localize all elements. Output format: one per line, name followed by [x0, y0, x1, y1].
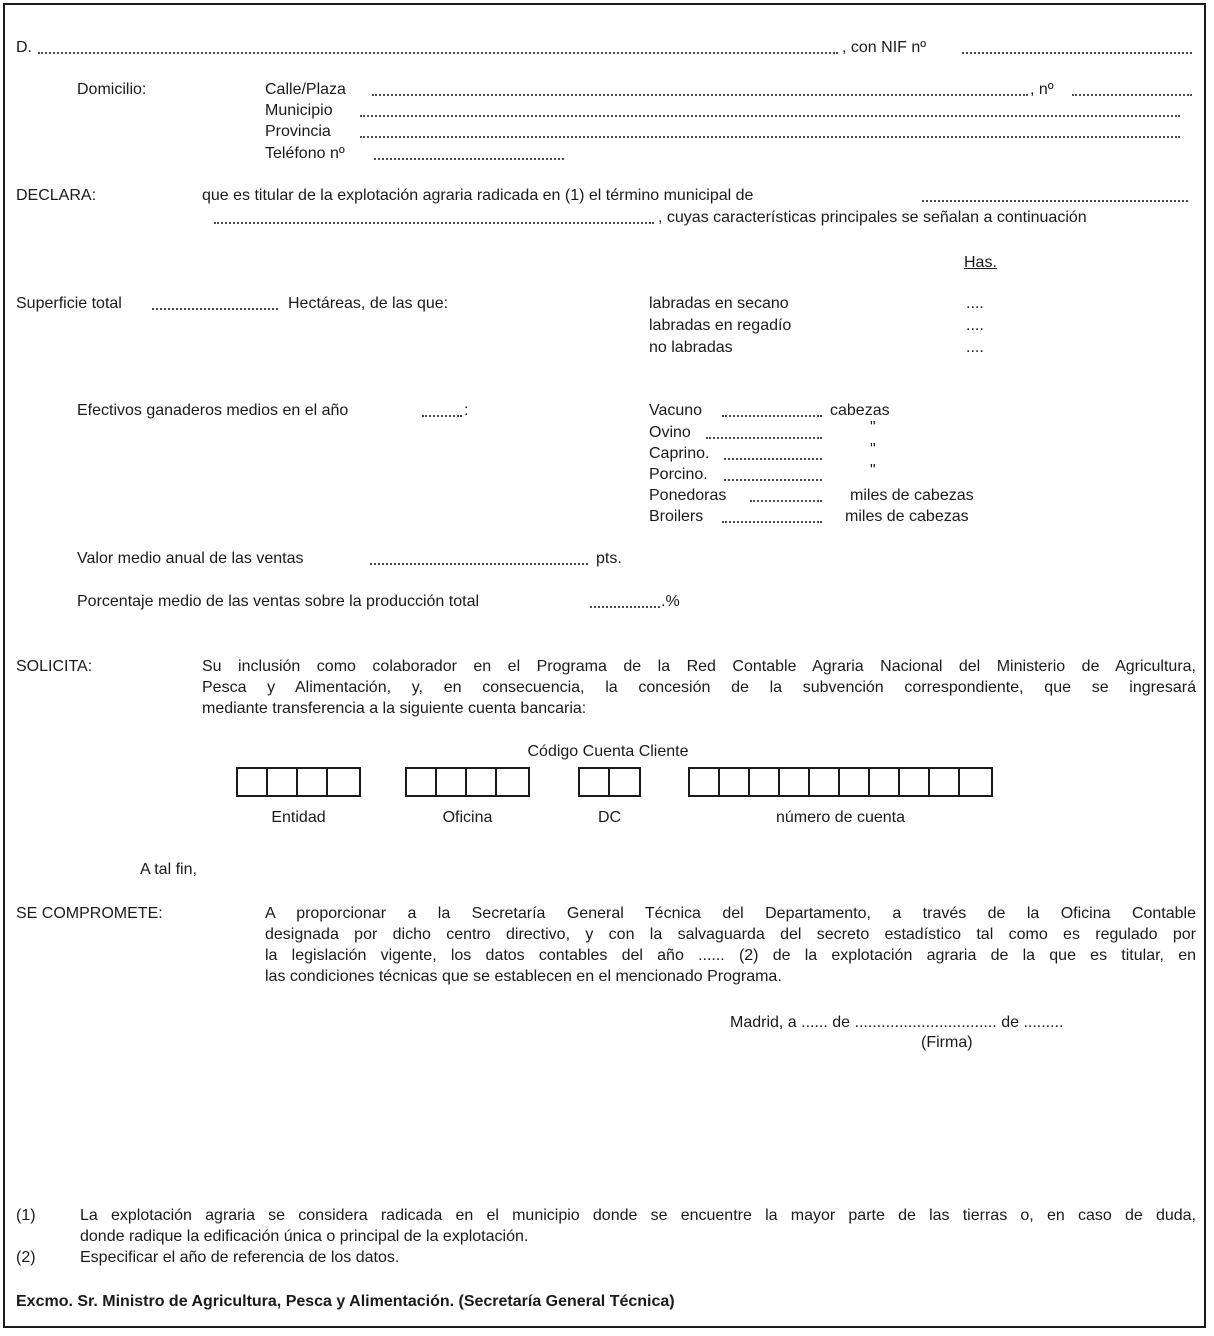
valor-ventas-field[interactable]	[370, 563, 588, 565]
name-field[interactable]	[38, 52, 838, 54]
fecha-line[interactable]: Madrid, a ...... de ................................ de .........	[730, 1014, 1064, 1031]
ganado-year-field[interactable]	[422, 415, 462, 417]
ganado-item-unit: "	[870, 441, 876, 458]
ganado-item-unit: miles de cabezas	[845, 508, 969, 525]
firma-label: (Firma)	[921, 1034, 973, 1051]
municipio-field[interactable]	[360, 115, 1180, 117]
ganado-label: Efectivos ganaderos medios en el año	[77, 402, 349, 419]
termino-municipal-field-2[interactable]	[214, 222, 654, 224]
dc-boxes[interactable]	[578, 767, 641, 797]
numero-cuenta-label: número de cuenta	[776, 809, 905, 826]
oficina-label: Oficina	[442, 809, 493, 826]
superficie-field[interactable]	[152, 308, 278, 310]
has-header: Has.	[964, 254, 997, 271]
domicilio-label: Domicilio:	[77, 81, 147, 98]
ganado-item-name: Vacuno	[649, 402, 703, 419]
compromete-label: SE COMPROMETE:	[16, 905, 163, 922]
ganado-item-name: Ponedoras	[649, 487, 727, 504]
telefono-label: Teléfono nº	[265, 145, 345, 162]
entidad-label: Entidad	[271, 809, 326, 826]
calle-field[interactable]	[372, 94, 1028, 96]
note-text: donde radique la edificación única o principal de la explotación.	[80, 1228, 529, 1245]
ganado-item-name: Ovino	[649, 424, 691, 441]
provincia-field[interactable]	[360, 136, 1180, 138]
numero-cuenta-boxes[interactable]	[688, 767, 993, 797]
declara-label: DECLARA:	[16, 187, 97, 204]
termino-municipal-field[interactable]	[922, 200, 1188, 202]
nif-label: , con NIF nº	[842, 39, 927, 56]
compromete-last-line: las condiciones técnicas que se establecen en el mencionado Programa.	[265, 968, 782, 985]
ganado-item-field[interactable]	[724, 458, 822, 460]
a-tal-fin: A tal fin,	[140, 861, 197, 878]
calle-label: Calle/Plaza	[265, 81, 346, 98]
compromete-line: designada por dicho centro directivo, y con la salvaguarda del secreto estadístico tal como es regulado por	[265, 926, 1196, 943]
ganado-item-field[interactable]	[750, 500, 822, 502]
ganado-item-name: Caprino.	[649, 445, 710, 462]
valor-ventas-label: Valor medio anual de las ventas	[77, 550, 304, 567]
solicita-line: Pesca y Alimentación, y, en consecuencia, la concesión de la subvención correspondiente, que se ingresará	[202, 679, 1196, 696]
numero-field[interactable]	[1072, 94, 1192, 96]
ganado-colon: :	[464, 402, 469, 419]
solicita-line: Su inclusión como colaborador en el Programa de la Red Contable Agraria Nacional del Ministerio de Agricultura,	[202, 658, 1196, 675]
nif-field[interactable]	[962, 52, 1192, 54]
ganado-item-field[interactable]	[706, 437, 822, 439]
ganado-item-field[interactable]	[722, 415, 822, 417]
has-value[interactable]: ....	[966, 295, 984, 312]
ganado-item-name: Porcino.	[649, 466, 708, 483]
solicita-label: SOLICITA:	[16, 658, 93, 675]
oficina-boxes[interactable]	[405, 767, 530, 797]
porcentaje-unit: .%	[661, 593, 680, 610]
ganado-item-unit: cabezas	[830, 402, 890, 419]
dc-label: DC	[597, 809, 622, 826]
numero-label: , nº	[1030, 81, 1054, 98]
note-number: (1)	[16, 1207, 36, 1224]
declara-line1: que es titular de la explotación agraria radicada en (1) el término municipal de	[202, 187, 754, 204]
note-text: Especificar el año de referencia de los datos.	[80, 1249, 400, 1266]
porcentaje-field[interactable]	[590, 606, 660, 608]
superficie-item: labradas en secano	[649, 295, 789, 312]
superficie-item: labradas en regadío	[649, 317, 792, 334]
porcentaje-label: Porcentaje medio de las ventas sobre la producción total	[77, 593, 480, 610]
superficie-label: Superficie total	[16, 295, 122, 312]
ganado-item-field[interactable]	[722, 521, 822, 523]
ganado-item-unit: "	[870, 462, 876, 479]
telefono-field[interactable]	[374, 158, 564, 160]
note-number: (2)	[16, 1249, 36, 1266]
compromete-line: la legislación vigente, los datos contables del año ...... (2) de la explotación agraria de la que es titular, en	[265, 947, 1196, 964]
superficie-suffix: Hectáreas, de las que:	[288, 295, 449, 312]
provincia-label: Provincia	[265, 123, 331, 140]
note-text: La explotación agraria se considera radicada en el municipio donde se encuentre la mayor parte de las tierras o, en caso de duda,	[80, 1207, 1196, 1224]
municipio-label: Municipio	[265, 102, 333, 119]
compromete-line: A proporcionar a la Secretaría General Técnica del Departamento, a través de la Oficina Contable	[265, 905, 1196, 922]
valor-ventas-unit: pts.	[596, 550, 622, 567]
entidad-boxes[interactable]	[236, 767, 361, 797]
ganado-item-unit: "	[870, 419, 876, 436]
ganado-item-unit: miles de cabezas	[850, 487, 974, 504]
ganado-item-field[interactable]	[724, 479, 822, 481]
ccc-title: Código Cuenta Cliente	[527, 743, 689, 760]
superficie-item: no labradas	[649, 339, 733, 356]
declara-line2: , cuyas características principales se señalan a continuación	[658, 209, 1087, 226]
has-value[interactable]: ....	[966, 339, 984, 356]
ganado-item-name: Broilers	[649, 508, 704, 525]
addressee: Excmo. Sr. Ministro de Agricultura, Pesca y Alimentación. (Secretaría General Técnica)	[16, 1293, 675, 1310]
solicita-last-line: mediante transferencia a la siguiente cuenta bancaria:	[202, 700, 587, 717]
has-value[interactable]: ....	[966, 317, 984, 334]
d-label: D.	[16, 39, 32, 56]
